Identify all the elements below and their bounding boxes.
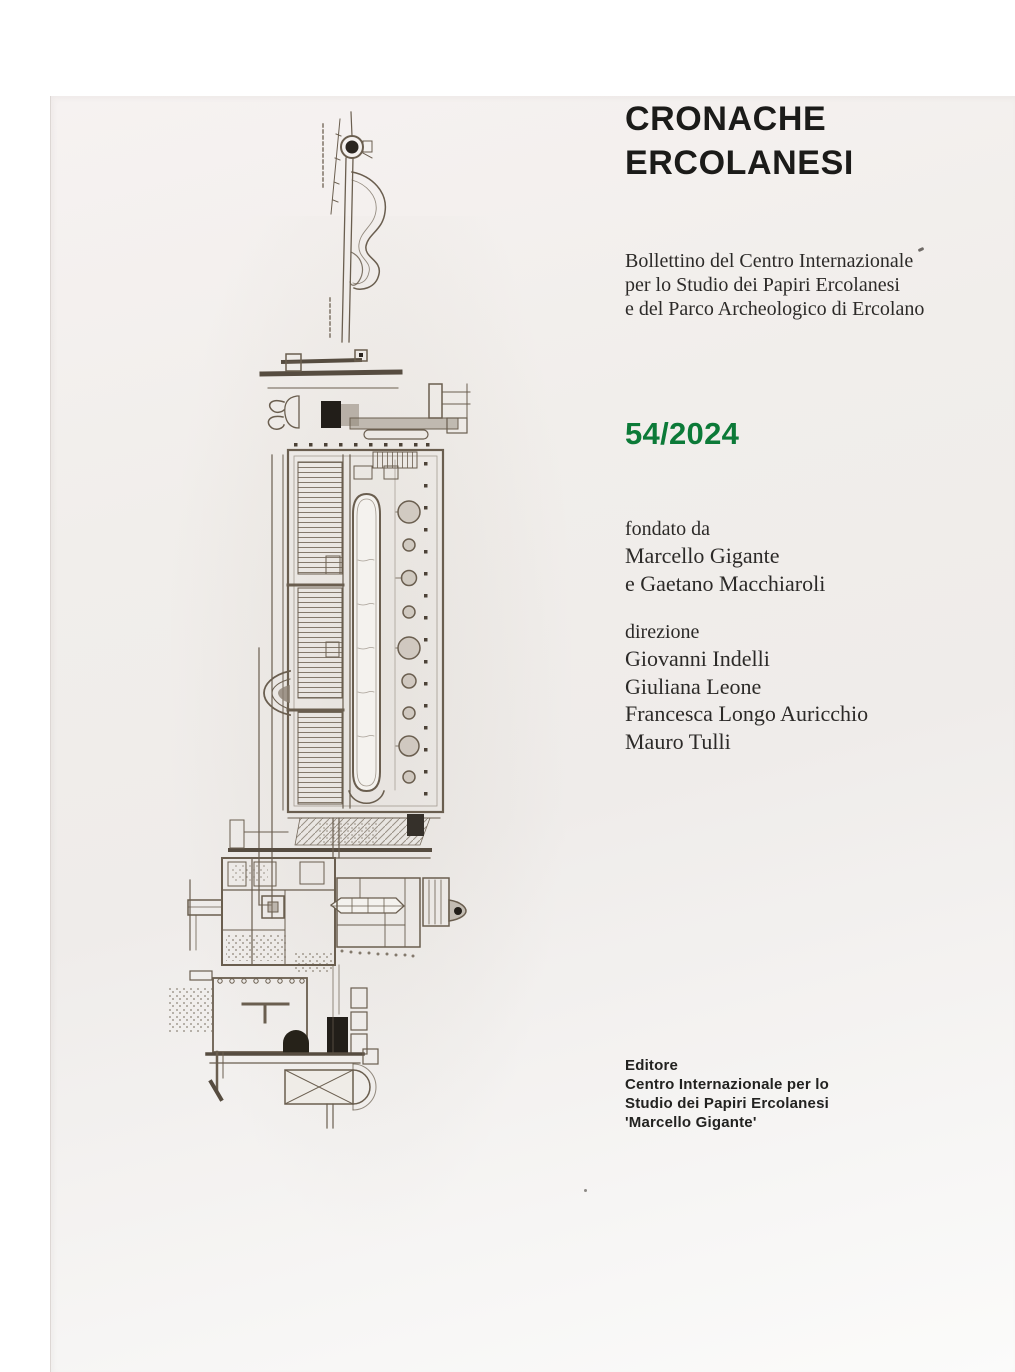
founder-name: e Gaetano Macchiaroli <box>625 570 826 596</box>
subtitle-line: Bollettino del Centro Internazionale <box>625 250 914 272</box>
direction-label: direzione <box>625 621 700 643</box>
direction-block <box>625 620 868 755</box>
founded-by-block <box>625 517 825 597</box>
director-name: Giovanni Indelli <box>625 646 770 671</box>
journal-subtitle <box>625 249 924 321</box>
site-plan-figure <box>148 108 480 1140</box>
publisher-block <box>625 1056 829 1132</box>
subtitle-line: per lo Studio dei Papiri Ercolanesi <box>625 274 900 296</box>
journal-title <box>625 97 854 185</box>
title-line-2: ERCOLANESI <box>625 144 854 182</box>
photo-speck <box>584 1189 587 1192</box>
director-name: Francesca Longo Auricchio <box>625 701 869 726</box>
director-name: Giuliana Leone <box>625 673 762 699</box>
director-name: Mauro Tulli <box>625 728 731 754</box>
founded-label: fondato da <box>625 518 710 540</box>
publisher-label: Editore <box>625 1057 679 1074</box>
issue-number: 54/2024 <box>625 416 740 451</box>
founder-name: Marcello Gigante <box>625 543 780 568</box>
subtitle-line: e del Parco Archeologico di Ercolano <box>625 298 925 320</box>
publisher-line: 'Marcello Gigante' <box>625 1114 757 1131</box>
herculaneum-excavation-plan-drawing <box>148 108 480 1140</box>
publisher-line: Centro Internazionale per lo <box>625 1076 829 1093</box>
title-line-1: CRONACHE <box>625 100 827 138</box>
publisher-line: Studio dei Papiri Ercolanesi <box>625 1095 829 1112</box>
